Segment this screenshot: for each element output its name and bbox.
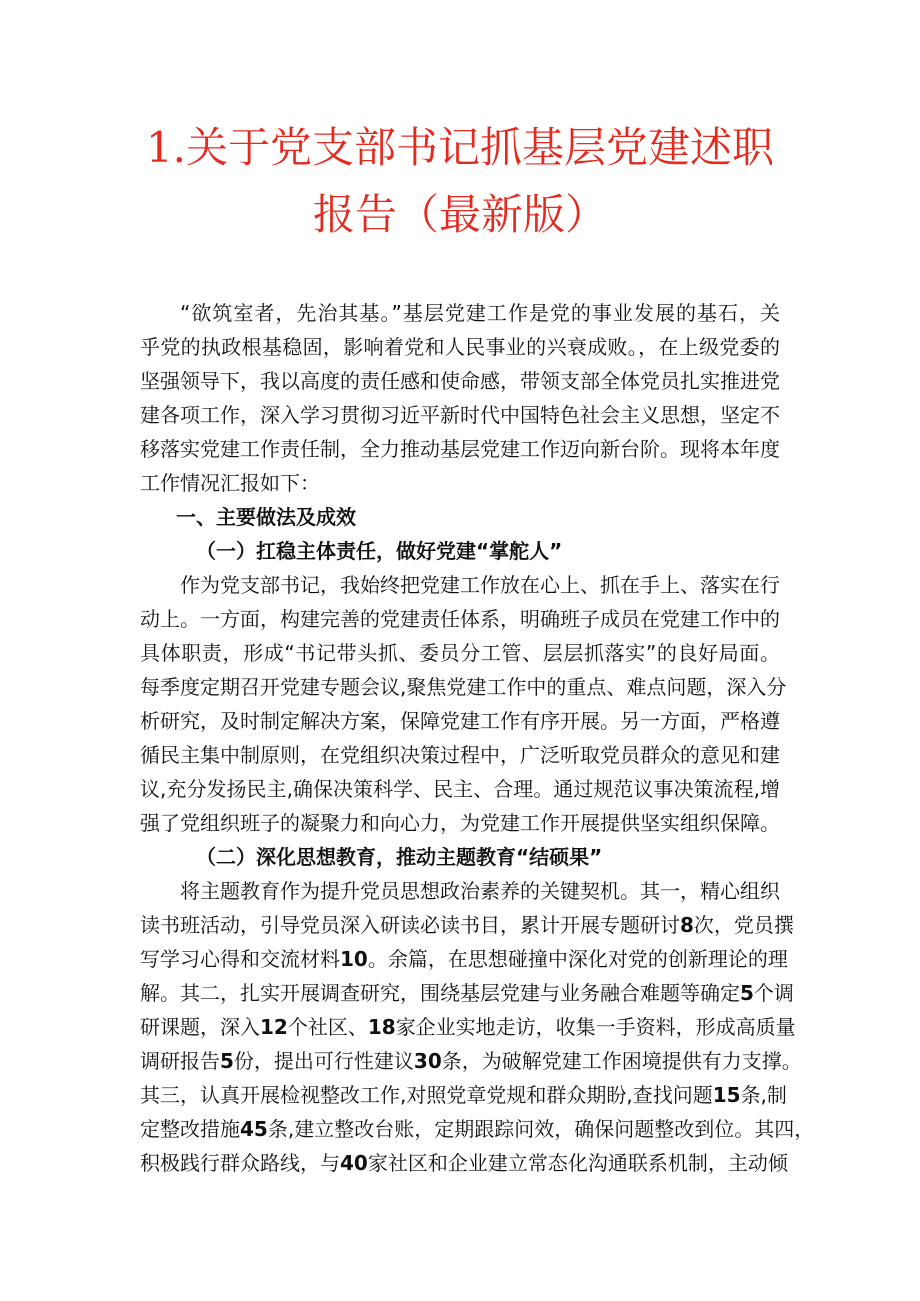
paragraph-line: 析研究，及时制定解决方案，保障党建工作有序开展。另一方面，严格遵 xyxy=(140,709,780,733)
paragraph-line: 每季度定期召开党建专题会议,聚焦党建工作中的重点、难点问题，深入分 xyxy=(140,675,787,699)
paragraph-line: 乎党的执政根基稳固，影响着党和人民事业的兴衰成败。，在上级党委的 xyxy=(140,335,780,359)
paragraph-line: 强了党组织班子的凝聚力和向心力，为党建工作开展提供坚实组织保障。 xyxy=(140,811,780,835)
paragraph-line: 将主题教育作为提升党员思想政治素养的关键契机。其一，精心组织 xyxy=(180,879,780,903)
paragraph-line: 移落实党建工作责任制，全力推动基层党建工作迈向新台阶。现将本年度 xyxy=(140,437,780,461)
paragraph-line: 作为党支部书记，我始终把党建工作放在心上、抓在手上、落实在行 xyxy=(180,573,780,597)
figure: 15 xyxy=(712,1083,741,1107)
figure: 10 xyxy=(340,947,368,971)
document-body xyxy=(140,296,815,1180)
paragraph-line: 调研报告5份，提出可行性建议30条，为破解党建工作困境提供有力支撑。 xyxy=(140,1049,802,1073)
figure: 40 xyxy=(340,1151,368,1175)
title-line-1: 1.关于党支部书记抓基层党建述职 xyxy=(145,123,775,172)
paragraph xyxy=(140,296,780,500)
paragraph-line: 建各项工作，深入学习贯彻习近平新时代中国特色社会主义思想，坚定不 xyxy=(140,403,780,427)
paragraph xyxy=(140,568,787,840)
paragraph-line: 坚强领导下，我以高度的责任感和使命感，带领支部全体党员扎实推进党 xyxy=(140,369,780,393)
paragraph-line: 动上。一方面，构建完善的党建责任体系，明确班子成员在党建工作中的 xyxy=(140,607,780,631)
paragraph-line: 议,充分发扬民主,确保决策科学、民主、合理。通过规范议事决策流程,增 xyxy=(140,777,780,801)
paragraph-line: 循民主集中制原则，在党组织决策过程中，广泛听取党员群众的意见和建 xyxy=(140,743,780,767)
paragraph-line: 其三，认真开展检视整改工作,对照党章党规和群众期盼,查找问题15条,制 xyxy=(140,1083,787,1107)
subsection-heading: （二）深化思想教育，推动主题教育“结硕果” xyxy=(196,845,603,869)
paragraph-line: “欲筑室者，先治其基。”基层党建工作是党的事业发展的基石，关 xyxy=(180,301,780,325)
figure: 5 xyxy=(220,1049,234,1073)
paragraph-line: 解。其二，扎实开展调查研究，围绕基层党建与业务融合难题等确定5个调 xyxy=(140,981,794,1005)
paragraph-line: 积极践行群众路线，与40家社区和企业建立常态化沟通联系机制，主动倾 xyxy=(140,1151,788,1175)
section-heading: 一、主要做法及成效 xyxy=(176,505,356,529)
figure: 8 xyxy=(680,913,694,937)
paragraph-line: 工作情况汇报如下： xyxy=(140,471,320,495)
paragraph-line: 读书班活动，引导党员深入研读必读书目，累计开展专题研讨8次，党员撰 xyxy=(140,913,794,937)
title-line-2: 报告（最新版） xyxy=(312,190,607,239)
figure: 45 xyxy=(240,1117,268,1141)
paragraph xyxy=(140,874,815,1180)
subsection-heading: （一）扛稳主体责任，做好党建“掌舵人” xyxy=(196,539,563,563)
figure: 18 xyxy=(367,1015,396,1039)
paragraph-line: 研课题，深入12个社区、18家企业实地走访，收集一手资料，形成高质量 xyxy=(140,1015,796,1039)
paragraph-line: 具体职责，形成“书记带头抓、委员分工管、层层抓落实”的良好局面。 xyxy=(140,641,780,665)
figure: 5 xyxy=(740,981,754,1005)
paragraph-line: 定整改措施45条,建立整改台账，定期跟踪问效，确保问题整改到位。其四， xyxy=(140,1117,815,1141)
paragraph-line: 写学习心得和交流材料10。余篇，在思想碰撞中深化对党的创新理论的理 xyxy=(140,947,788,971)
figure: 30 xyxy=(413,1049,442,1073)
figure: 12 xyxy=(260,1015,288,1039)
